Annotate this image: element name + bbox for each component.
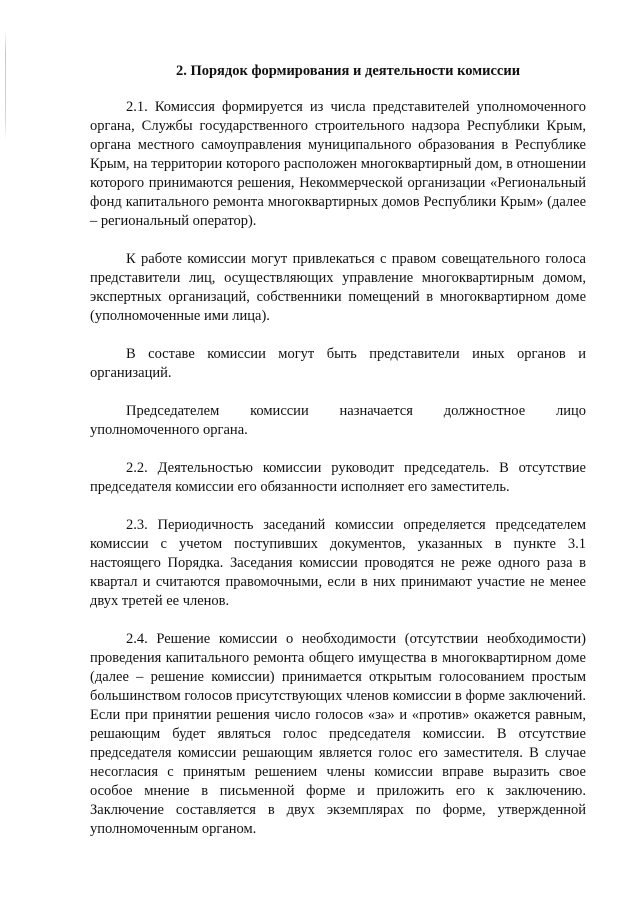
- paragraph-chairman: Председателем комиссии назначается должностное лицо уполномоченного органа.: [90, 403, 586, 438]
- section-heading: 2. Порядок формирования и деятельности комиссии: [175, 63, 521, 79]
- paragraph-advisory-participants: К работе комиссии могут привлекаться с правом совещательного голоса представители лиц, осуществляющих управление многоквартирным домом, экспертных организаций, собственники помещений в многоквартирном доме (уполномоченные ими лица).: [90, 251, 586, 324]
- paragraph-other-bodies: В составе комиссии могут быть представители иных органов и организаций.: [90, 346, 586, 381]
- paragraph-2-1: 2.1. Комиссия формируется из числа представителей уполномоченного органа, Службы государственного строительного надзора Республики Крым, органа местного самоуправления муниципального образования в Республике Крым, на территории которого расположен многоквартирный дом, в отношении которого принимаются решения, Некоммерческой организации «Региональный фонд капитального ремонта многоквартирных домов Республики Крым» (далее – региональный оператор).: [90, 99, 586, 229]
- scan-edge-mark: [5, 30, 6, 140]
- paragraph-2-2: 2.2. Деятельностью комиссии руководит председатель. В отсутствие председателя комиссии его обязанности исполняет его заместитель.: [90, 460, 586, 495]
- paragraph-2-3: 2.3. Периодичность заседаний комиссии определяется председателем комиссии с учетом поступивших документов, указанных в пункте 3.1 настоящего Порядка. Заседания комиссии проводятся не реже одного раза в квартал и считаются правомочными, если в них принимают участие не менее двух третей ее членов.: [90, 517, 586, 609]
- document-page: [90, 62, 586, 856]
- paragraph-2-4: 2.4. Решение комиссии о необходимости (отсутствии необходимости) проведения капитального ремонта общего имущества в многоквартирном доме (далее – решение комиссии) принимается открытым голосованием простым большинством голосов присутствующих членов комиссии в форме заключений. Если при принятии решения число голосов «за» и «против» окажется равным, решающим будет являться голос председателя комиссии. В отсутствие председателя комиссии решающим является голос его заместителя. В случае несогласия с принятым решением члены комиссии вправе выразить свое особое мнение в письменной форме и приложить его к заключению. Заключение составляется в двух экземплярах по форме, утвержденной уполномоченным органом.: [90, 631, 586, 837]
